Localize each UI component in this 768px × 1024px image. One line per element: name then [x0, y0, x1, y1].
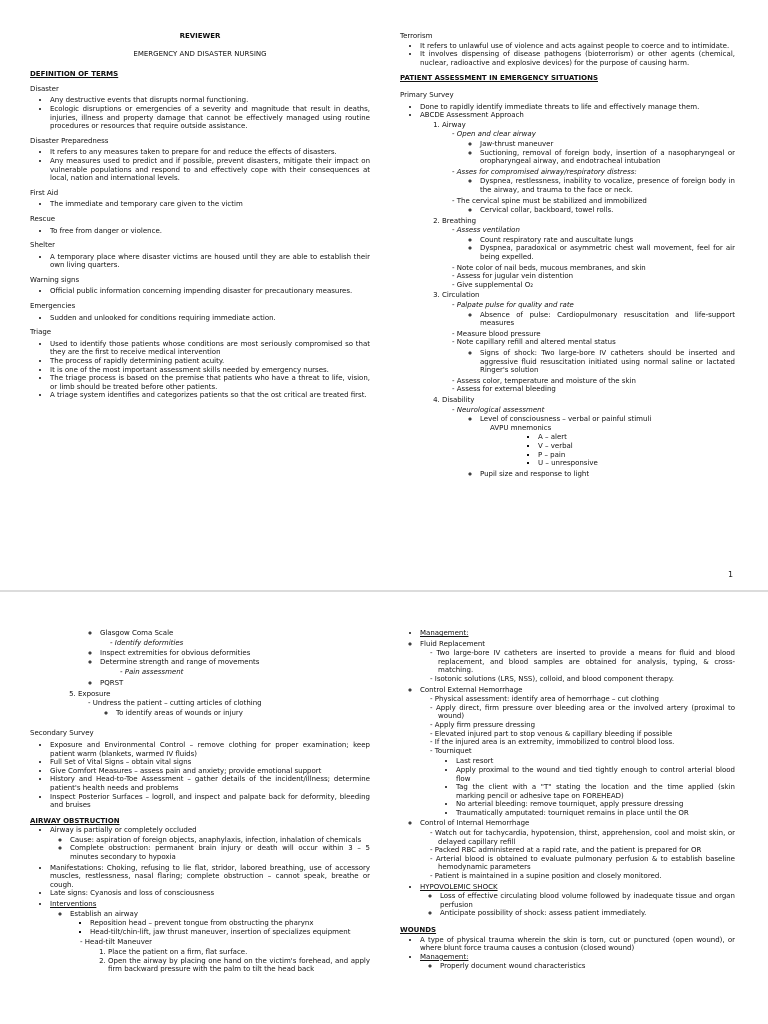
list-item — [480, 415, 735, 468]
establish-items — [70, 919, 370, 936]
list-item — [50, 900, 370, 974]
hypovolemic-label: HYPOVOLEMIC SHOCK — [420, 882, 498, 891]
list-item: ▪ V – verbal — [538, 442, 735, 451]
airway-assess-label: Asses for compromised airway/respiratory distress: — [456, 167, 637, 176]
list-item: - Assess color, temperature and moisture of the skin — [460, 377, 735, 386]
abcde-steps — [420, 121, 735, 479]
preparedness-list — [30, 148, 370, 182]
page2-left-column — [30, 628, 370, 976]
airway-spine-list — [460, 206, 735, 215]
list-item: • Sudden and unlooked for conditions requiring immediate action. — [50, 314, 370, 323]
wounds-mgmt-list — [420, 962, 735, 971]
disability-list — [442, 406, 735, 479]
list-item: ◦ Properly document wound characteristics — [440, 962, 735, 971]
terrorism-list — [400, 42, 735, 68]
list-item: • The triage process is based on the premise that patients who have a threat to life, vision, or limb should be treated before other patients. — [50, 374, 370, 391]
airway-label: Airway — [442, 120, 466, 129]
airway-obstruction-heading: AIRWAY OBSTRUCTION — [30, 816, 120, 825]
list-item: - Arterial blood is obtained to evaluate pulmonary perfusion & to establish baseline hemodynamic parameters — [438, 855, 735, 872]
establish-list — [50, 910, 370, 974]
breathing-list — [442, 226, 735, 261]
list-item: • A type of physical trauma wherein the skin is torn, cut or punctured (open wound), or where blunt force trauma causes a contusion (closed wound) — [420, 936, 735, 953]
term-first-aid: First Aid — [30, 188, 59, 197]
list-item — [456, 405, 735, 479]
list-item: - Assess for jugular vein distention — [460, 272, 735, 281]
page-number: 1 — [728, 570, 734, 579]
headtilt-label: Head-tilt Maneuver — [84, 938, 153, 947]
list-item — [456, 301, 735, 328]
interventions-list — [30, 900, 370, 974]
wounds-mgmt-label: Management: — [420, 952, 469, 961]
list-item: • It is one of the most important assessment skills needed by emergency nurses. — [50, 366, 370, 375]
list-item: - Note capillary refill and altered mental status — [460, 338, 735, 347]
list-item: • Exposure and Environmental Control – remove clothing for proper examination; keep patient warm (blankets, warmed IV fluids) — [50, 741, 370, 758]
gcs-sub — [100, 639, 370, 648]
list-item: 1. Place the patient on a firm, flat surface. — [108, 948, 370, 957]
list-item: - Physical assessment: identify area of hemorrhage – cut clothing — [438, 695, 735, 704]
list-item: - Identify deformities — [118, 639, 370, 648]
list-item: • No arterial bleeding: remove tourniquet, apply pressure dressing — [456, 800, 735, 809]
list-item: ◦ Complete obstruction: permanent brain injury or death will occur within 3 – 5 minutes secondary to hypoxia — [70, 844, 370, 861]
list-item — [420, 883, 735, 918]
list-item: ◦ Inspect extremities for obvious deformities — [100, 649, 370, 658]
exposure-label: Exposure — [78, 689, 111, 698]
list-item — [50, 826, 370, 861]
disability-neuro-label: Neurological assessment — [456, 405, 545, 414]
document-title: REVIEWER — [179, 32, 221, 40]
list-item: • Used to identify those patients whose conditions are most seriously compromised so that they are the first to receive medical intervention — [50, 340, 370, 357]
exposure-undress: Undress the patient – cutting articles of clothing — [92, 699, 262, 708]
circulation-label: Circulation — [442, 291, 480, 300]
management-list — [400, 629, 735, 638]
list-item: • Last resort — [456, 757, 735, 766]
interventions-label: Interventions — [50, 900, 97, 909]
establish-label: Establish an airway — [70, 909, 138, 918]
breathing-more-list — [442, 264, 735, 290]
list-item: • Late signs: Cyanosis and loss of consciousness — [50, 889, 370, 898]
step-airway — [442, 121, 735, 215]
list-item — [456, 130, 735, 166]
circulation-pulse-list — [460, 311, 735, 328]
secondary-list — [30, 741, 370, 810]
list-item: ◦ Dyspnea, restlessness, inability to vocalize, presence of foreign body in the airway, and trauma to the face or neck. — [480, 177, 735, 194]
list-item: • It refers to any measures taken to prepare for and reduce the effects of disasters. — [50, 148, 370, 157]
step-circulation — [442, 291, 735, 394]
breathing-label: Breathing — [442, 216, 477, 225]
list-item — [420, 819, 735, 880]
list-item — [100, 629, 370, 647]
term-shelter: Shelter — [30, 241, 56, 250]
list-item: ▪ P – pain — [538, 451, 735, 460]
list-item: • To free from danger or violence. — [50, 227, 370, 236]
list-item — [420, 640, 735, 684]
list-item: ◦ Anticipate possibility of shock: assess patient immediately. — [440, 909, 735, 918]
list-item: ◦ Cervical collar, backboard, towel rolls. — [480, 206, 735, 215]
page2-right-column — [400, 628, 735, 973]
airway-open-label: Open and clear airway — [456, 130, 536, 139]
list-item: • The process of rapidly determining patient acuity. — [50, 357, 370, 366]
list-item: ◦ PQRST — [100, 679, 370, 688]
fluid-list — [420, 649, 735, 683]
term-rescue: Rescue — [30, 214, 56, 223]
disaster-list — [30, 96, 370, 130]
list-item: ▪ A – alert — [538, 433, 735, 442]
primary-survey-label: Primary Survey — [400, 90, 454, 99]
hypovolemic-list — [420, 892, 735, 918]
list-item: • Give Comfort Measures – assess pain and anxiety; provide emotional support — [50, 767, 370, 776]
hypovolemic-section — [400, 883, 735, 918]
list-item: • It involves dispensing of disease pathogens (bioterrorism) or other agents (chemical, nuclear, radioactive and explosive devices) for the purpose of causing harm. — [420, 50, 735, 67]
circulation-shock-list — [442, 349, 735, 375]
list-item: ◦ Dyspnea, paradoxical or asymmetric chest wall movement, feel for air being expelled. — [480, 244, 735, 261]
wounds-list — [400, 936, 735, 971]
list-item: ◦ Cause: aspiration of foreign objects, anaphylaxis, infection, inhalation of chemicals — [70, 836, 370, 845]
list-item: • Full Set of Vital Signs – obtain vital signs — [50, 758, 370, 767]
internal-list — [420, 829, 735, 881]
list-item: ◦ Jaw-thrust maneuver — [480, 140, 735, 149]
fluid-section — [400, 640, 735, 881]
list-item: • Tag the client with a "T" stating the location and the time applied (skin marking pencil or adhesive tape on FOREHEAD) — [456, 783, 735, 800]
term-preparedness: Disaster Preparedness — [30, 136, 109, 145]
management-label: Management: — [420, 629, 469, 637]
internal-label: Control of Internal Hemorrhage — [420, 819, 530, 828]
list-item: ▪ Reposition head – prevent tongue from obstructing the pharynx — [90, 919, 370, 928]
obstruction-item: Airway is partially or completely occluded — [50, 826, 197, 835]
exposure-sub — [96, 709, 370, 718]
list-item: - Assess for external bleeding — [460, 385, 735, 394]
airway-spine-label: The cervical spine must be stabilized and immobilized — [456, 196, 647, 205]
term-terrorism: Terrorism — [400, 32, 433, 40]
first-aid-list — [30, 200, 370, 209]
list-item — [420, 629, 735, 638]
list-item: ◦ Signs of shock: Two large-bore IV catheters should be inserted and aggressive fluid resuscitation initiated using normal saline or lactated Ringer's solution — [480, 349, 735, 375]
airway-list — [442, 130, 735, 214]
warning-list — [30, 287, 370, 296]
term-emergencies: Emergencies — [30, 302, 76, 311]
list-item: - Elevated injured part to stop venous & capillary bleeding if possible — [438, 730, 735, 739]
list-item: ◦ To identify areas of wounds or injury — [116, 709, 370, 718]
list-item: • Inspect Posterior Surfaces – logroll, and inspect and palpate back for deformity, bleeding and bruises — [50, 793, 370, 810]
gcs-label: Glasgow Coma Scale — [100, 629, 174, 637]
list-item: • A temporary place where disaster victims are housed until they are able to establish their own living quarters. — [50, 253, 370, 270]
disability-label: Disability — [442, 395, 475, 404]
list-item: - Apply direct, firm pressure over bleeding area or the involved artery (proximal to wound) — [438, 704, 735, 721]
secondary-survey-label: Secondary Survey — [30, 729, 94, 738]
pain-list — [30, 668, 370, 677]
step-breathing — [442, 217, 735, 290]
external-list — [420, 695, 735, 755]
list-item: ◦ Loss of effective circulating blood volume followed by inadequate tissue and organ perfusion — [440, 892, 735, 909]
list-item: - Note color of nail beds, mucous membranes, and skin — [460, 264, 735, 273]
exposure-list — [78, 699, 370, 717]
circulation-pulse-label: Palpate pulse for quality and rate — [456, 301, 574, 310]
list-item — [84, 938, 370, 974]
circulation-list — [442, 301, 735, 328]
external-label: Control External Hemorrhage — [420, 685, 523, 694]
obstruction-sub — [50, 836, 370, 862]
list-item: ◦ Count respiratory rate and auscultate lungs — [480, 236, 735, 245]
list-item: ▪ U – unresponsive — [538, 459, 735, 468]
list-item: - Pain assessment — [128, 668, 370, 677]
list-item: - Measure blood pressure — [460, 330, 735, 339]
avpu-list — [480, 433, 735, 467]
fluid-label: Fluid Replacement — [420, 639, 486, 648]
list-item — [92, 699, 370, 717]
list-item: 2. Open the airway by placing one hand on the victim's forehead, and apply firm backward pressure with the palm to tilt the head back — [108, 957, 370, 974]
step-exposure — [78, 690, 370, 718]
list-item: • The immediate and temporary care given to the victim — [50, 200, 370, 209]
pqrst-list — [30, 679, 370, 688]
document-subtitle: EMERGENCY AND DISASTER NURSING — [133, 49, 267, 58]
obstruction-list — [30, 826, 370, 861]
airway-assess-list — [460, 177, 735, 194]
list-item: ▪ Head-tilt/chin-lift, jaw thrust maneuver, insertion of specializes equipment — [90, 928, 370, 937]
circulation-end-list — [442, 377, 735, 394]
list-item: - Give supplemental O₂ — [460, 281, 735, 290]
list-item: ◦ Pupil size and response to light — [480, 470, 735, 479]
list-item: • Ecologic disruptions or emergencies of a severity and magnitude that result in deaths, injuries, illness and property damage that cannot be effectively managed using routine procedures or resources that require outside assistance. — [50, 105, 370, 131]
step-disability — [442, 396, 735, 478]
list-item: - Isotonic solutions (LRS, NSS), colloid, and blood component therapy. — [438, 675, 735, 684]
list-item: • Official public information concerning impending disaster for precautionary measures. — [50, 287, 370, 296]
list-item — [456, 226, 735, 262]
list-item: - If the injured area is an extremity, immobilized to control blood loss. — [438, 738, 735, 747]
list-item: • A triage system identifies and categorizes patients so that the ost critical are treated first. — [50, 391, 370, 400]
abcde-label: ABCDE Assessment Approach — [420, 111, 524, 120]
term-disaster: Disaster — [30, 84, 59, 93]
tourniquet-list — [420, 757, 735, 817]
list-item — [70, 910, 370, 974]
primary-survey-list — [400, 103, 735, 479]
page1-right-column — [400, 32, 735, 480]
headtilt-list — [70, 938, 370, 973]
list-item: • It refers to unlawful use of violence and acts against people to coerce and to intimidate. — [420, 42, 735, 51]
emergencies-list — [30, 314, 370, 323]
list-item: • History and Head-to-Toe Assessment – gather details of the incident/illness; determine patient's health needs and problems — [50, 775, 370, 792]
list-item: - Patient is maintained in a supine position and closely monitored. — [438, 872, 735, 881]
list-item: - Apply firm pressure dressing — [438, 721, 735, 730]
airway-open-list — [460, 140, 735, 166]
list-item: • Apply proximal to the wound and tied tightly enough to control arterial blood flow — [456, 766, 735, 783]
list-item: • Traumatically amputated: tourniquet remains in place until the OR — [456, 809, 735, 818]
circulation-more-list — [442, 330, 735, 347]
list-item: ◦ Determine strength and range of movements — [100, 658, 370, 667]
exam-list — [30, 649, 370, 666]
list-item — [420, 953, 735, 971]
avpu-label: AVPU mnemonics — [490, 423, 552, 432]
term-triage: Triage — [30, 328, 52, 337]
obstruction-more — [30, 864, 370, 898]
list-item: • Any measures used to predict and if possible, prevent disasters, mitigate their impact on vulnerable populations and respond to and effectively cope with their consequences at local, nation and international levels. — [50, 157, 370, 183]
list-item: - Two large-bore IV catheters are inserted to provide a means for fluid and blood replacement, and blood samples are obtained for analysis, typing, & cross-matching. — [438, 649, 735, 675]
list-item: - Packed RBC administered at a rapid rate, and the patient is prepared for OR — [438, 846, 735, 855]
exposure-step — [30, 690, 370, 718]
breathing-assess-label: Assess ventilation — [456, 226, 520, 235]
list-item: • Done to rapidly identify immediate threats to life and effectively manage them. — [420, 103, 735, 112]
list-item: ◦ Suctioning, removal of foreign body, insertion of a nasopharyngeal or oropharyngeal airway, and endotracheal intubation — [480, 149, 735, 166]
rescue-list — [30, 227, 370, 236]
wounds-heading: WOUNDS — [400, 926, 437, 934]
list-item: - Watch out for tachycardia, hypotension, thirst, apprehension, cool and moist skin, or delayed capillary refill — [438, 829, 735, 846]
list-item: - Tourniquet — [438, 747, 735, 756]
headtilt-steps — [88, 948, 370, 974]
term-warning-signs: Warning signs — [30, 275, 80, 284]
list-item — [456, 167, 735, 195]
page1-left-column — [30, 32, 370, 402]
definitions-heading: DEFINITION OF TERMS — [30, 70, 119, 79]
shelter-list — [30, 253, 370, 270]
disability-loc-list — [460, 415, 735, 478]
list-item — [456, 196, 735, 215]
list-item — [420, 111, 735, 478]
gcs-list — [30, 629, 370, 647]
list-item: ◦ Absence of pulse: Cardiopulmonary resuscitation and life-support measures — [480, 311, 735, 328]
list-item — [420, 686, 735, 818]
triage-list — [30, 340, 370, 400]
assessment-heading: PATIENT ASSESSMENT IN EMERGENCY SITUATIONS — [400, 74, 598, 83]
breathing-assess-list — [460, 236, 735, 262]
list-item: • Manifestations: Choking, refusing to lie flat, stridor, labored breathing, use of accessory muscles, restlessness, nasal flaring; complete obstruction – cannot speak, breathe or cough. — [50, 864, 370, 890]
disability-loc: Level of consciousness – verbal or painful stimuli — [480, 415, 652, 424]
list-item: • Any destructive events that disrupts normal functioning. — [50, 96, 370, 105]
